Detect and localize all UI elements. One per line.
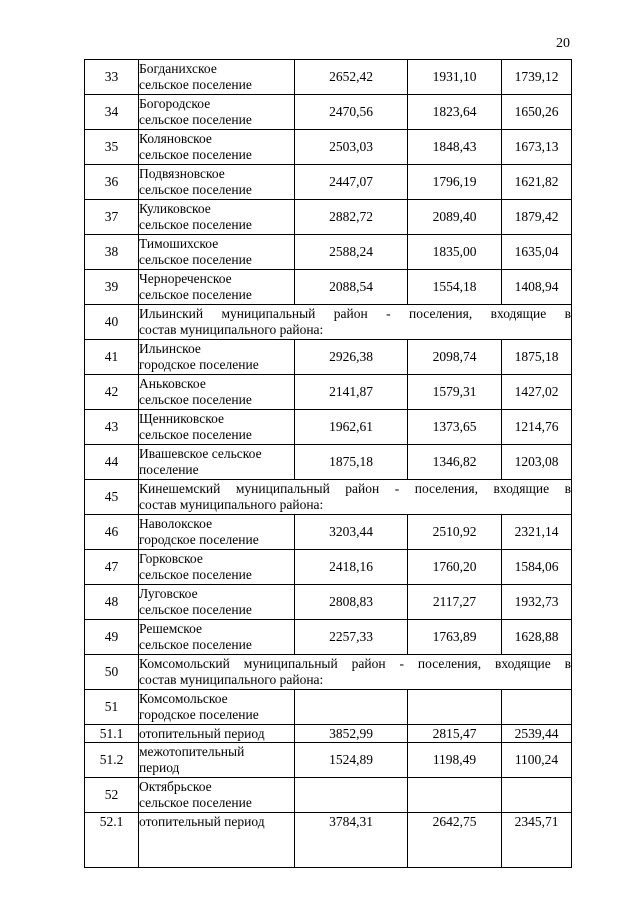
value-cell-1: 2588,24 — [295, 235, 408, 270]
settlement-name-line: Богданихское — [139, 61, 217, 76]
value-cell-1 — [295, 690, 408, 725]
value-cell-3: 2345,71 — [502, 813, 572, 868]
settlement-name-line: Чернореченское — [139, 271, 232, 286]
table-row — [85, 690, 572, 725]
value-cell-3: 2321,14 — [502, 515, 572, 550]
settlement-name-line: сельское поселение — [139, 427, 252, 442]
row-number: 52.1 — [85, 813, 139, 868]
table-row — [85, 585, 572, 620]
settlement-name-line: Октябрьское — [139, 779, 212, 794]
value-cell-3: 1408,94 — [502, 270, 572, 305]
value-cell-2: 1823,64 — [408, 95, 502, 130]
settlement-name-line: сельское поселение — [139, 637, 252, 652]
value-cell-1: 2882,72 — [295, 200, 408, 235]
settlement-name-line: отопительный период — [139, 725, 265, 741]
row-number: 49 — [85, 620, 139, 655]
value-cell-2: 1931,10 — [408, 60, 502, 95]
district-heading-line: Ильинский муниципальный район - поселения, входящие в — [139, 306, 571, 321]
table-row — [85, 235, 572, 270]
value-cell-1: 2470,56 — [295, 95, 408, 130]
settlement-name-line: сельское поселение — [139, 77, 252, 92]
district-heading-line: состав муниципального района: — [139, 672, 324, 687]
value-cell-3: 2539,44 — [502, 725, 572, 743]
settlement-name — [139, 340, 295, 375]
table-row — [85, 410, 572, 445]
value-cell-3: 1427,02 — [502, 375, 572, 410]
table-row — [85, 130, 572, 165]
row-number: 43 — [85, 410, 139, 445]
table-row — [85, 550, 572, 585]
value-cell-3: 1628,88 — [502, 620, 572, 655]
value-cell-2: 1835,00 — [408, 235, 502, 270]
value-cell-3 — [502, 690, 572, 725]
value-cell-1: 3784,31 — [295, 813, 408, 868]
settlement-name-line: сельское поселение — [139, 287, 252, 302]
value-cell-2: 1760,20 — [408, 550, 502, 585]
district-heading — [139, 480, 572, 515]
value-cell-2: 2815,47 — [408, 725, 502, 743]
table-row — [85, 778, 572, 813]
value-cell-2: 1796,19 — [408, 165, 502, 200]
settlement-name — [139, 60, 295, 95]
settlement-name — [139, 813, 295, 868]
row-number: 52 — [85, 778, 139, 813]
settlement-name — [139, 515, 295, 550]
row-number: 51.1 — [85, 725, 139, 743]
value-cell-3: 1673,13 — [502, 130, 572, 165]
district-heading — [139, 305, 572, 340]
district-heading-line: состав муниципального района: — [139, 497, 324, 512]
value-cell-1: 1962,61 — [295, 410, 408, 445]
value-cell-1: 2652,42 — [295, 60, 408, 95]
value-cell-3: 1650,26 — [502, 95, 572, 130]
table-row — [85, 515, 572, 550]
row-number: 45 — [85, 480, 139, 515]
value-cell-2: 1579,31 — [408, 375, 502, 410]
value-cell-3: 1203,08 — [502, 445, 572, 480]
value-cell-2: 2642,75 — [408, 813, 502, 868]
value-cell-2: 1554,18 — [408, 270, 502, 305]
value-cell-1: 2418,16 — [295, 550, 408, 585]
settlements-table — [84, 59, 572, 868]
value-cell-1: 1524,89 — [295, 743, 408, 778]
settlement-name-line: период — [139, 760, 180, 775]
value-cell-1: 2447,07 — [295, 165, 408, 200]
settlement-name-line: городское поселение — [139, 357, 259, 372]
settlement-name — [139, 620, 295, 655]
settlement-name-line: сельское поселение — [139, 795, 252, 810]
settlement-name-line: сельское поселение — [139, 112, 252, 127]
table-row — [85, 655, 572, 690]
district-heading-line: состав муниципального района: — [139, 322, 324, 337]
row-number: 48 — [85, 585, 139, 620]
settlement-name — [139, 130, 295, 165]
row-number: 42 — [85, 375, 139, 410]
settlement-name — [139, 550, 295, 585]
district-heading-line: Комсомольский муниципальный район - поселения, входящие в — [139, 656, 571, 671]
row-number: 34 — [85, 95, 139, 130]
settlement-name-line: Наволокское — [139, 516, 213, 531]
row-number: 39 — [85, 270, 139, 305]
settlement-name-line: Решемское — [139, 621, 203, 636]
settlement-name-line: Коляновское — [139, 131, 212, 146]
value-cell-3: 1932,73 — [502, 585, 572, 620]
value-cell-2 — [408, 690, 502, 725]
value-cell-2: 1373,65 — [408, 410, 502, 445]
value-cell-3: 1100,24 — [502, 743, 572, 778]
value-cell-1: 2808,83 — [295, 585, 408, 620]
settlement-name-line: Ивашевское сельское — [139, 446, 262, 461]
row-number: 46 — [85, 515, 139, 550]
settlement-name-line: сельское поселение — [139, 567, 252, 582]
settlement-name-line: городское поселение — [139, 707, 259, 722]
row-number: 37 — [85, 200, 139, 235]
settlement-name — [139, 375, 295, 410]
value-cell-1: 3203,44 — [295, 515, 408, 550]
row-number: 50 — [85, 655, 139, 690]
table-row — [85, 340, 572, 375]
value-cell-3: 1875,18 — [502, 340, 572, 375]
value-cell-3: 1739,12 — [502, 60, 572, 95]
row-number: 38 — [85, 235, 139, 270]
value-cell-1: 2257,33 — [295, 620, 408, 655]
settlement-name — [139, 445, 295, 480]
settlement-name — [139, 725, 295, 743]
settlement-name — [139, 270, 295, 305]
settlement-name-line: сельское поселение — [139, 182, 252, 197]
value-cell-2: 1848,43 — [408, 130, 502, 165]
settlement-name — [139, 690, 295, 725]
settlement-name-line: сельское поселение — [139, 147, 252, 162]
row-number: 36 — [85, 165, 139, 200]
value-cell-1: 2141,87 — [295, 375, 408, 410]
settlement-name-line: Куликовское — [139, 201, 211, 216]
value-cell-3: 1879,42 — [502, 200, 572, 235]
table-row — [85, 725, 572, 743]
value-cell-3 — [502, 778, 572, 813]
table-row — [85, 480, 572, 515]
settlement-name-line: городское поселение — [139, 532, 259, 547]
district-heading-line: Кинешемский муниципальный район - поселения, входящие в — [139, 481, 571, 496]
row-number: 40 — [85, 305, 139, 340]
settlement-name-line: сельское поселение — [139, 392, 252, 407]
row-number: 35 — [85, 130, 139, 165]
value-cell-2: 1346,82 — [408, 445, 502, 480]
row-number: 44 — [85, 445, 139, 480]
settlement-name-line: Комсомольское — [139, 691, 228, 706]
settlement-name — [139, 743, 295, 778]
settlement-name-line: отопительный период — [139, 814, 265, 829]
settlement-name-line: межотопительный — [139, 744, 245, 759]
settlement-name-line: Тимошихское — [139, 236, 219, 251]
row-number: 47 — [85, 550, 139, 585]
value-cell-2: 1763,89 — [408, 620, 502, 655]
district-heading — [139, 655, 572, 690]
value-cell-2: 2098,74 — [408, 340, 502, 375]
settlement-name-line: Богородское — [139, 96, 211, 111]
value-cell-1: 3852,99 — [295, 725, 408, 743]
row-number: 41 — [85, 340, 139, 375]
table-row — [85, 200, 572, 235]
table-row — [85, 60, 572, 95]
settlement-name-line: сельское поселение — [139, 217, 252, 232]
value-cell-3: 1635,04 — [502, 235, 572, 270]
value-cell-1 — [295, 778, 408, 813]
settlement-name-line: Щенниковское — [139, 411, 224, 426]
table-row — [85, 445, 572, 480]
value-cell-1: 2926,38 — [295, 340, 408, 375]
settlement-name — [139, 235, 295, 270]
value-cell-2: 2510,92 — [408, 515, 502, 550]
value-cell-3: 1584,06 — [502, 550, 572, 585]
settlement-name-line: Горковское — [139, 551, 203, 566]
value-cell-2: 2117,27 — [408, 585, 502, 620]
table-row — [85, 743, 572, 778]
table-row — [85, 375, 572, 410]
settlement-name — [139, 410, 295, 445]
value-cell-1: 2503,03 — [295, 130, 408, 165]
settlement-name — [139, 585, 295, 620]
table-row — [85, 270, 572, 305]
value-cell-3: 1621,82 — [502, 165, 572, 200]
settlement-name — [139, 95, 295, 130]
settlement-name-line: поселение — [139, 462, 199, 477]
value-cell-1: 1875,18 — [295, 445, 408, 480]
table-row — [85, 813, 572, 868]
settlement-name-line: сельское поселение — [139, 252, 252, 267]
value-cell-2 — [408, 778, 502, 813]
settlement-name — [139, 200, 295, 235]
row-number: 51 — [85, 690, 139, 725]
value-cell-3: 1214,76 — [502, 410, 572, 445]
table-row — [85, 95, 572, 130]
page-number: 20 — [556, 36, 570, 51]
settlement-name — [139, 778, 295, 813]
settlement-name-line: Подвязновское — [139, 166, 225, 181]
settlement-name-line: Ильинское — [139, 341, 201, 356]
value-cell-2: 2089,40 — [408, 200, 502, 235]
settlement-name-line: Аньковское — [139, 376, 206, 391]
row-number: 51.2 — [85, 743, 139, 778]
value-cell-2: 1198,49 — [408, 743, 502, 778]
row-number: 33 — [85, 60, 139, 95]
settlement-name-line: Луговское — [139, 586, 198, 601]
settlement-name — [139, 165, 295, 200]
settlement-name-line: сельское поселение — [139, 602, 252, 617]
table-row — [85, 165, 572, 200]
table-row — [85, 305, 572, 340]
table-row — [85, 620, 572, 655]
value-cell-1: 2088,54 — [295, 270, 408, 305]
